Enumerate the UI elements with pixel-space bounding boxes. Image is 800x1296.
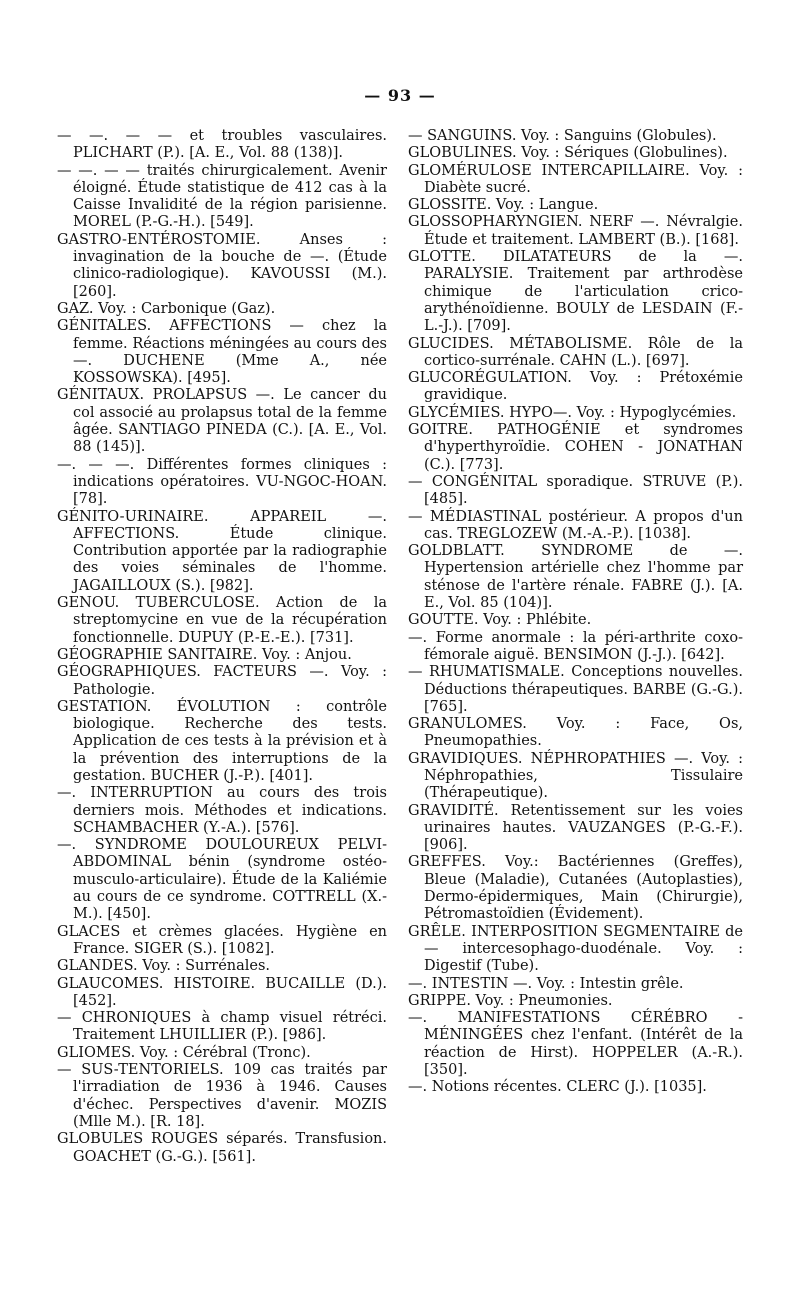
index-entry: —. INTERRUPTION au cours des trois derniers mois. Méthodes et indications. SCHAMBACHER (Y.-A.). [576].: [57, 785, 387, 836]
index-entry: — —. — — traités chirurgicalement. Avenir éloigné. Étude statistique de 412 cas à la Caisse Invalidité de la région parisienne. MOREL (P.-G.-H.). [549].: [57, 162, 387, 231]
index-entry: GÉNITAUX. PROLAPSUS —. Le cancer du col associé au prolapsus total de la femme âgée. SANTIAGO PINEDA (C.). [A. E., Vol. 88 (145)].: [57, 387, 387, 456]
index-entry: — RHUMATISMALE. Conceptions nouvelles. Déductions thérapeutiques. BARBE (G.-G.). [765].: [408, 664, 743, 715]
index-entry: GLOTTE. DILATATEURS de la —. PARALYSIE. Traitement par arthrodèse chimique de l'articulation crico-arythénoïdienne. BOULY de LESDAIN (F.-L.-J.). [709].: [408, 249, 743, 335]
index-entry: GÉNITO-URINAIRE. APPAREIL —. AFFECTIONS. Étude clinique. Contribution apportée par la radiographie des voies séminales de l'homme. JAGAILLOUX (S.). [982].: [57, 508, 387, 594]
index-entry: —. Notions récentes. CLERC (J.). [1035].: [408, 1079, 707, 1096]
left-column: [57, 128, 387, 1166]
index-entry: GRANULOMES. Voy. : Face, Os, Pneumopathies.: [408, 716, 743, 750]
index-entry: GÉOGRAPHIE SANITAIRE. Voy. : Anjou.: [57, 646, 352, 663]
index-entry: GENOU. TUBERCULOSE. Action de la streptomycine en vue de la récupération fonctionnelle. DUPUY (P.-E.-E.). [731].: [57, 595, 387, 646]
index-entry: GLACES et crèmes glacées. Hygiène en France. SIGER (S.). [1082].: [57, 923, 387, 957]
index-entry: GRIPPE. Voy. : Pneumonies.: [408, 992, 613, 1009]
page-number: — 93 —: [364, 86, 436, 105]
index-entry: GLOMÉRULOSE INTERCAPILLAIRE. Voy. : Diabète sucré.: [408, 162, 743, 196]
index-entry: —. MANIFESTATIONS CÉRÉBRO - MÉNINGÉES chez l'enfant. (Intérêt de la réaction de Hirst). HOPPELER (A.-R.). [350].: [408, 1010, 743, 1079]
index-entry: — CHRONIQUES à champ visuel rétréci. Traitement LHUILLIER (P.). [986].: [57, 1010, 387, 1044]
index-entry: GRAVIDITÉ. Retentissement sur les voies urinaires hautes. VAUZANGES (P.-G.-F.). [906].: [408, 802, 743, 854]
index-entry: GOUTTE. Voy. : Phlébite.: [408, 612, 592, 629]
index-entry: GOLDBLATT. SYNDROME de —. Hypertension artérielle chez l'homme par sténose de l'artère rénale. FABRE (J.). [A. E., Vol. 85 (104)].: [408, 543, 743, 612]
index-entry: — —. — — et troubles vasculaires. PLICHART (P.). [A. E., Vol. 88 (138)].: [57, 128, 387, 162]
index-entry: — SUS-TENTORIELS. 109 cas traités par l'irradiation de 1936 à 1946. Causes d'échec. Perspectives d'avenir. MOZIS (Mlle M.). [R. 18].: [57, 1062, 387, 1130]
index-entry: GLIOMES. Voy. : Cérébral (Tronc).: [57, 1044, 311, 1061]
index-entry: —. SYNDROME DOULOUREUX PELVI-ABDOMINAL bénin (syndrome ostéo-musculo-articulaire). Étude de la Kaliémie au cours de ce syndrome. COTTRELL (X.-M.). [450].: [57, 837, 387, 923]
index-entry: GLYCÉMIES. HYPO—. Voy. : Hypoglycémies.: [408, 404, 737, 421]
index-entry: — CONGÉNITAL sporadique. STRUVE (P.). [485].: [408, 473, 743, 508]
index-entry: —. Forme anormale : la péri-arthrite coxo-fémorale aiguë. BENSIMON (J.-J.). [642].: [408, 629, 743, 663]
index-entry: GÉOGRAPHIQUES. FACTEURS —. Voy. : Pathologie.: [57, 664, 387, 698]
index-entry: GASTRO-ENTÉROSTOMIE. Anses : invagination de la bouche de —. (Étude clinico-radiologique). KAVOUSSI (M.). [260].: [57, 231, 387, 300]
index-entry: GLOBULINES. Voy. : Sériques (Globulines).: [408, 145, 728, 162]
index-entry: GÉNITALES. AFFECTIONS — chez la femme. Réactions méningées au cours des —. DUCHENE (Mme A., née KOSSOWSKA). [495].: [57, 318, 387, 387]
index-entry: GESTATION. ÉVOLUTION : contrôle biologique. Recherche des tests. Application de ces tests à la prévision et à la prévention des interruptions de la gestation. BUCHER (J.-P.). [401].: [57, 698, 387, 784]
index-entry: — MÉDIASTINAL postérieur. A propos d'un cas. TREGLOZEW (M.-A.-P.). [1038].: [408, 508, 743, 542]
index-entry: GREFFES. Voy.: Bactériennes (Greffes), Bleue (Maladie), Cutanées (Autoplasties), Dermo-épidermiques, Main (Chirurgie), Pétromastoïdien (Évidement).: [408, 854, 743, 923]
right-column: [408, 128, 743, 1097]
index-entry: GAZ. Voy. : Carbonique (Gaz).: [57, 300, 276, 317]
index-entry: GLUCORÉGULATION. Voy. : Prétoxémie gravidique.: [408, 370, 743, 404]
index-entry: — SANGUINS. Voy. : Sanguins (Globules).: [408, 128, 717, 144]
index-entry: GRÊLE. INTERPOSITION SEGMENTAIRE de — intercesophago-duodénale. Voy. : Digestif (Tube).: [408, 923, 743, 975]
index-entry: GLANDES. Voy. : Surrénales.: [57, 958, 271, 975]
index-entry: GLOBULES ROUGES séparés. Transfusion. GOACHET (G.-G.). [561].: [57, 1131, 387, 1165]
index-entry: —. INTESTIN —. Voy. : Intestin grêle.: [408, 975, 684, 992]
index-entry: GLAUCOMES. HISTOIRE. BUCAILLE (D.). [452].: [57, 975, 387, 1009]
index-entry: GRAVIDIQUES. NÉPHROPATHIES —. Voy. : Néphropathies, Tissulaire (Thérapeutique).: [408, 750, 743, 802]
index-entry: GOITRE. PATHOGÉNIE et syndromes d'hyperthyroïdie. COHEN - JONATHAN (C.). [773].: [408, 422, 743, 473]
index-entry: GLOSSITE. Voy. : Langue.: [408, 197, 599, 214]
index-entry: GLUCIDES. MÉTABOLISME. Rôle de la cortico-surrénale. CAHN (L.). [697].: [408, 335, 743, 369]
index-entry: GLOSSOPHARYNGIEN. NERF —. Névralgie. Étude et traitement. LAMBERT (B.). [168].: [408, 214, 743, 248]
index-entry: —. — —. Différentes formes cliniques : indications opératoires. VU-NGOC-HOAN. [78].: [57, 456, 387, 508]
